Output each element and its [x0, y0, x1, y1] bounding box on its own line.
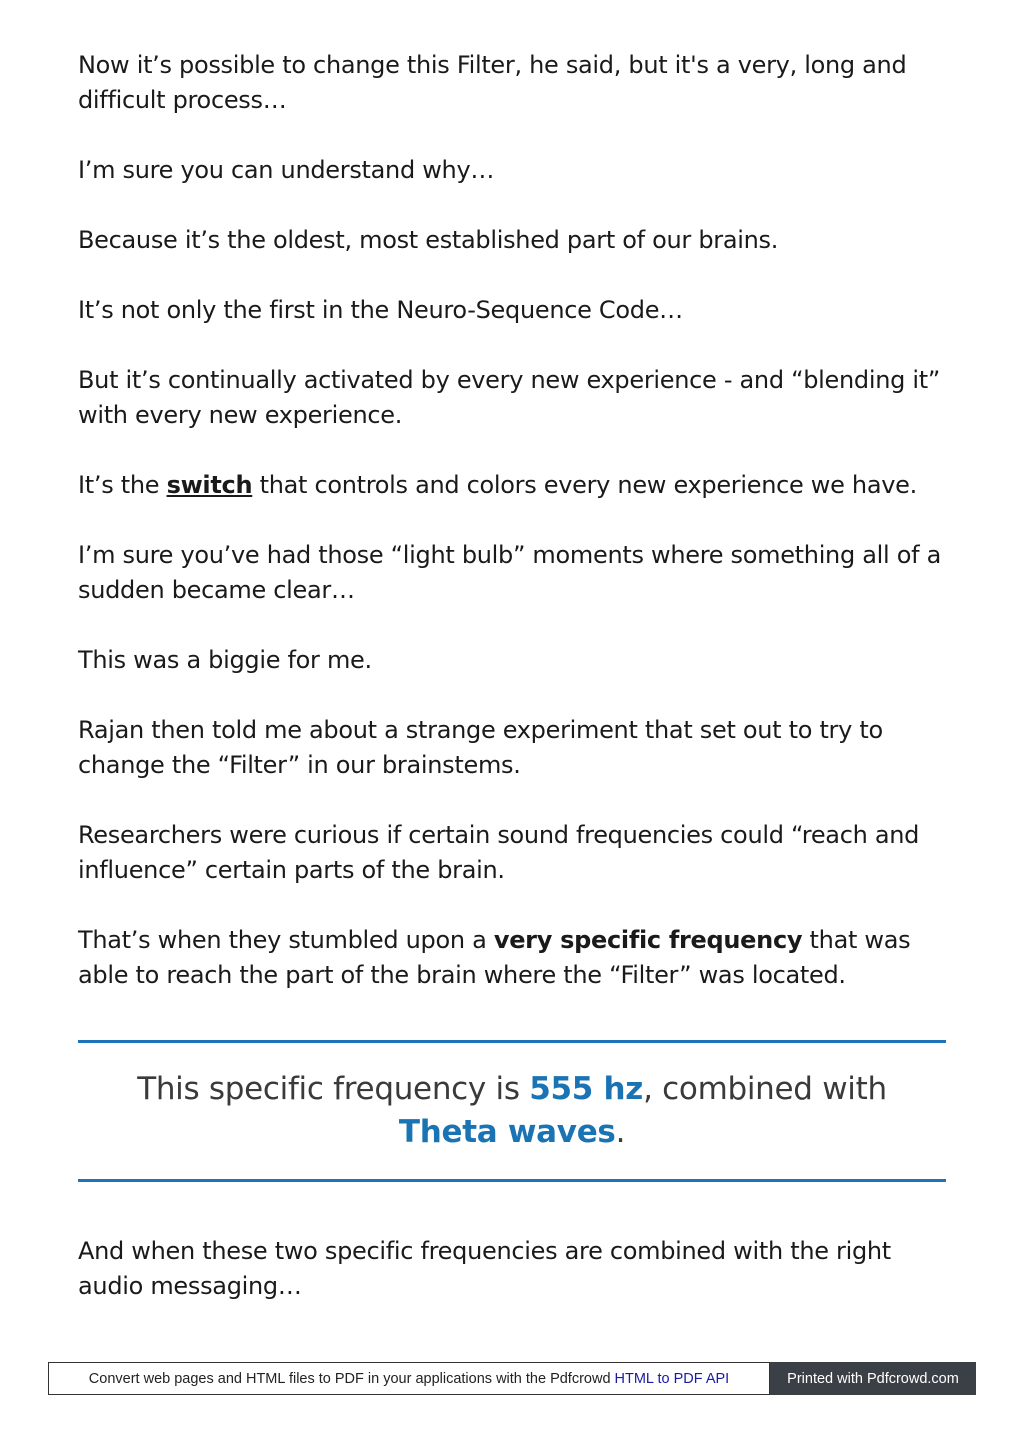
article-continuation — [78, 1234, 948, 1339]
paragraph-11-post: that was able to reach the part of the brain where the “Filter” was located. — [78, 926, 911, 989]
footer-promo — [48, 1362, 770, 1395]
frequency-callout — [78, 1040, 946, 1182]
specific-frequency-emphasis: very specific frequency — [493, 926, 803, 954]
paragraph-8: This was a biggie for me. — [78, 646, 372, 674]
paragraph-2: I’m sure you can understand why… — [78, 156, 495, 184]
paragraph-5: But it’s continually activated by every new experience - and “blending it” with every new experience. — [78, 366, 941, 429]
paragraph-4: It’s not only the first in the Neuro-Sequence Code… — [78, 296, 683, 324]
printed-with-badge[interactable]: Printed with Pdfcrowd.com — [770, 1362, 976, 1395]
paragraph-12: And when these two specific frequencies are combined with the right audio messaging… — [78, 1237, 891, 1300]
paragraph-9: Rajan then told me about a strange experiment that set out to try to change the “Filter” in our brainstems. — [78, 716, 883, 779]
paragraph-6-pre: It’s the — [78, 471, 167, 499]
paragraph-11 — [78, 923, 948, 993]
callout-theta-waves: Theta waves — [398, 1114, 616, 1150]
callout-frequency: 555 hz — [529, 1071, 644, 1107]
footer-promo-text: Convert web pages and HTML files to PDF in your applications with the Pdfcrowd — [88, 1370, 611, 1387]
paragraph-10: Researchers were curious if certain sound frequencies could “reach and influence” certain parts of the brain. — [78, 821, 920, 884]
paragraph-6-post: that controls and colors every new experience we have. — [252, 471, 917, 499]
html-to-pdf-api-link[interactable]: HTML to PDF API — [614, 1370, 730, 1387]
article-body — [78, 48, 948, 1028]
paragraph-11-pre: That’s when they stumbled upon a — [78, 926, 494, 954]
paragraph-6 — [78, 468, 948, 503]
paragraph-7: I’m sure you’ve had those “light bulb” moments where something all of a sudden became clear… — [78, 541, 941, 604]
paragraph-1: Now it’s possible to change this Filter, he said, but it's a very, long and difficult process… — [78, 51, 907, 114]
callout-end: . — [615, 1114, 626, 1150]
switch-emphasis: switch — [166, 471, 253, 499]
paragraph-3: Because it’s the oldest, most established part of our brains. — [78, 226, 779, 254]
callout-pre: This specific frequency is — [137, 1071, 530, 1107]
pdfcrowd-footer — [48, 1362, 976, 1395]
callout-text — [112, 1068, 912, 1154]
callout-mid: , combined with — [643, 1071, 887, 1107]
